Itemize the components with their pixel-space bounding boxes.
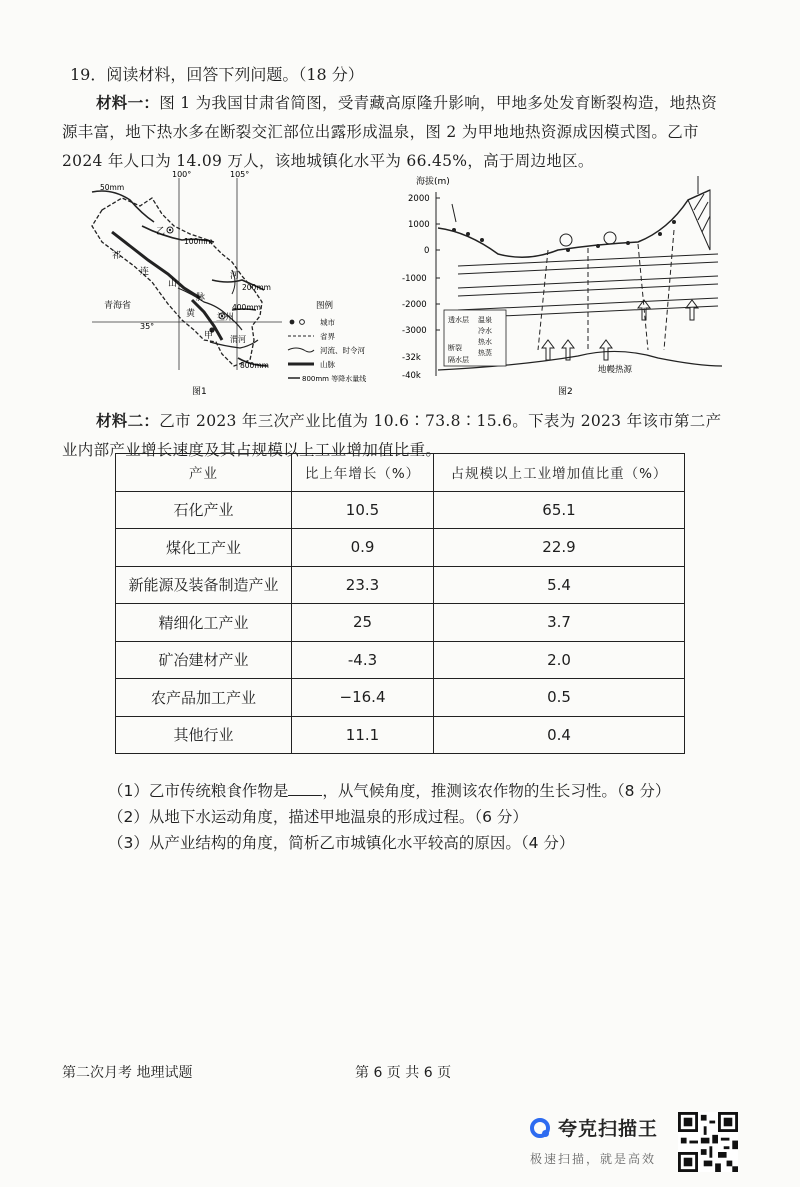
fig1-label-jia: 甲 — [204, 331, 214, 341]
table-row — [116, 679, 685, 717]
table-cell-share: 0.5 — [434, 679, 685, 717]
table-cell-industry: 新能源及装备制造产业 — [116, 566, 292, 604]
figure-2-section — [398, 170, 728, 398]
fig2-legend-aquiclude: 隔水层 — [448, 356, 469, 364]
fig2-legend-hot: 热水 — [478, 338, 492, 346]
fig2-tick-m3000: -3000 — [402, 326, 427, 336]
question-1 — [108, 778, 670, 804]
fig2-legend-steam: 热蒸 — [478, 349, 492, 357]
fig1-label-huang: 黄 — [186, 309, 196, 319]
industry-table — [115, 453, 685, 754]
table-cell-growth: 23.3 — [292, 566, 434, 604]
figure-1-map — [82, 170, 382, 398]
table-cell-share: 0.4 — [434, 716, 685, 754]
fig1-label-he: 河 — [230, 271, 240, 281]
table-row — [116, 604, 685, 642]
table-cell-growth: −16.4 — [292, 679, 434, 717]
table-header-row — [116, 454, 685, 492]
question-title: 19．阅读材料，回答下列问题。（18 分） — [70, 65, 364, 84]
fig1-legend-isohyet: 800mm 等降水量线 — [302, 375, 367, 383]
fig1-legend-city: 城市 — [320, 318, 335, 327]
table-row — [116, 491, 685, 529]
table-cell-industry: 矿冶建材产业 — [116, 641, 292, 679]
quark-logo-icon — [530, 1118, 550, 1138]
table-header-industry: 产业 — [116, 454, 292, 492]
fig2-tick-m32k: -32k — [402, 353, 421, 363]
fig1-label-lian: 连 — [140, 267, 150, 277]
fig1-legend-title: 图例 — [316, 301, 334, 311]
fig1-label-qinghai: 青海省 — [104, 301, 132, 311]
fig1-isohyet-800: 800mm — [240, 361, 269, 370]
fig2-tick-m1000: -1000 — [402, 274, 427, 284]
question-3: （3）从产业结构的角度，简析乙市城镇化水平较高的原因。（4 分） — [108, 834, 575, 852]
table-row — [116, 566, 685, 604]
material-two-text: 乙市 2023 年三次产业比值为 10.6∶73.8∶15.6。下表为 2023 年该市第二产业内部产业增长速度及其占规模以上工业增加值比重。 — [62, 412, 722, 459]
material-two-label: 材料二： — [96, 411, 160, 430]
fig1-lon-105: 105° — [230, 170, 250, 179]
table-cell-growth: 10.5 — [292, 491, 434, 529]
fig2-tick-m40k: -40k — [402, 371, 421, 381]
question-2: （2）从地下水运动角度，描述甲地温泉的形成过程。（6 分） — [108, 808, 528, 826]
table-row — [116, 529, 685, 567]
table-cell-share: 3.7 — [434, 604, 685, 642]
table-cell-growth: 0.9 — [292, 529, 434, 567]
fig1-label-shan: 山 — [168, 279, 178, 289]
qr-code-icon — [678, 1112, 738, 1172]
fig2-source-label: 地幔热源 — [598, 365, 633, 375]
answer-blank[interactable] — [288, 779, 322, 796]
fig1-legend-border: 省界 — [320, 332, 335, 341]
fig2-axis-title: 海拔(m) — [416, 177, 450, 187]
footer-exam-name: 第二次月考 地理试题 — [62, 1065, 193, 1081]
table-cell-growth: 11.1 — [292, 716, 434, 754]
footer-page-number: 第 6 页 共 6 页 — [355, 1065, 452, 1081]
table-row — [116, 716, 685, 754]
table-cell-share: 22.9 — [434, 529, 685, 567]
fig1-isohyet-200: 200mm — [242, 283, 271, 292]
table-cell-industry: 石化产业 — [116, 491, 292, 529]
fig1-lon-100: 100° — [172, 170, 192, 179]
watermark-brand: 夸克扫描王 — [558, 1118, 659, 1140]
question-1-text-after: ，从气候角度，推测该农作物的生长习性。（8 分） — [322, 782, 671, 800]
table-cell-share: 65.1 — [434, 491, 685, 529]
fig2-legend-fault: 断裂 — [448, 344, 462, 352]
table-cell-industry: 农产品加工产业 — [116, 679, 292, 717]
table-cell-industry: 精细化工产业 — [116, 604, 292, 642]
fig2-tick-1000: 1000 — [408, 220, 430, 230]
fig1-label-lanzhou: 兰州 — [216, 313, 235, 323]
fig1-label-qi: 祁 — [112, 251, 122, 261]
fig1-legend-mountain: 山脉 — [320, 360, 335, 369]
table-cell-share: 2.0 — [434, 641, 685, 679]
table-cell-industry: 煤化工产业 — [116, 529, 292, 567]
table-cell-share: 5.4 — [434, 566, 685, 604]
table-header-share: 占规模以上工业增加值比重（%） — [434, 454, 685, 492]
table-header-growth: 比上年增长（%） — [292, 454, 434, 492]
fig2-tick-m2000: -2000 — [402, 300, 427, 310]
fig2-legend-permeable: 透水层 — [448, 316, 469, 324]
question-1-text-before: （1）乙市传统粮食作物是 — [108, 782, 289, 800]
fig1-legend-river: 河流、时令河 — [320, 346, 365, 355]
table-cell-growth: 25 — [292, 604, 434, 642]
fig1-lat-35: 35° — [140, 322, 155, 331]
fig1-label-yi: 乙 — [156, 227, 166, 237]
material-one-label: 材料一： — [96, 93, 160, 112]
fig1-isohyet-400: 400mm — [232, 303, 261, 312]
fig2-tick-2000: 2000 — [408, 194, 430, 204]
fig1-label-mai: 脉 — [196, 293, 206, 303]
watermark-slogan: 极速扫描，就是高效 — [530, 1152, 657, 1166]
scanner-watermark — [528, 1112, 743, 1174]
table-row — [116, 641, 685, 679]
fig2-legend-cold: 冷水 — [478, 327, 492, 335]
fig1-isohyet-50: 50mm — [100, 183, 125, 192]
question-list — [108, 778, 670, 856]
fig2-legend-spring: 温泉 — [478, 316, 492, 324]
table-cell-industry: 其他行业 — [116, 716, 292, 754]
fig2-caption: 图2 — [558, 387, 573, 397]
fig1-label-weihe: 渭河 — [230, 335, 246, 344]
material-one — [62, 88, 732, 176]
fig1-caption: 图1 — [192, 387, 207, 397]
fig2-tick-0: 0 — [424, 246, 430, 256]
material-one-text: 图 1 为我国甘肃省简图，受青藏高原隆升影响，甲地多处发育断裂构造，地热资源丰富，地下热水多在断裂交汇部位出露形成温泉，图 2 为甲地地热资源成因模式图。乙市 2024 年人口为 14.09 万人，该地城镇化水平为 66.45%，高于周边地区。 — [62, 94, 718, 170]
table-cell-growth: -4.3 — [292, 641, 434, 679]
fig1-isohyet-100: 100mm — [184, 237, 213, 246]
